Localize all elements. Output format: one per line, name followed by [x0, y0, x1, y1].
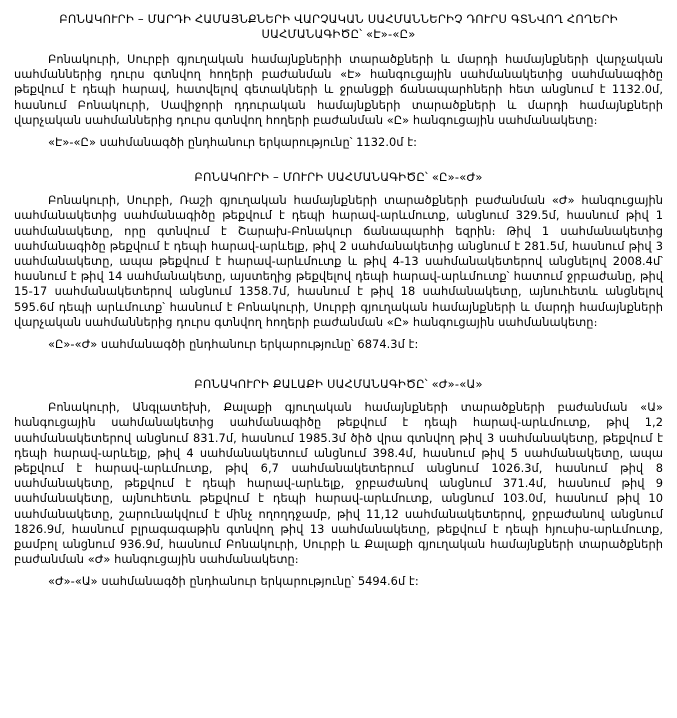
paragraph: «Է»-«Ը» սահմանագծի ընդհանուր երկարությունը՝ 1132.0մ է: [48, 135, 418, 150]
section-heading: ԲՈՆԱԿՈՒՐԻ ՔԱԼԱՔԻ ՍԱՀՄԱՆԱԳԻԾԸ՝ «Ժ»-«Ա» [194, 377, 483, 392]
divider-space [14, 157, 663, 161]
paragraph: Բոնակուրի, Անգլատեխի, Քալաքի գյուղական համայնքների տարածքների բաժանման «Ա» հանգուցային սահմանակետից սահմանագիծը թեքվում է դեպի հարավ-արևմուտք, թիվ 1,2 սահմանակետերով անցնում 831.7մ, հասնում 1985.3մ ծիծ վրա գտնվող թիվ 3 սահմանակետը, թեքվում է դեպի հարավ-արևելք, թիվ 4 սահմանակետում անցնում 398.4մ, հասնում թիվ 5 սահմանակետը, ապա թեքվում է հարավ-արևմուտք, թիվ 6,7 սահմանակետերում անցնում 1026.3մ, հասնում թիվ 8 սահմանակետը, թեքվում է դեպի հարավ-արևելք, ջրբաժանով անցնում 371.4մ, հասնում թիվ 9 սահմանակետը, այնուհետև թեքվում է դեպի հարավ-արևմուտք, անցնում 103.0մ, հասնում թիվ 10 սահմանակետը, շարունակվում է մինչ ողողդջամբ, թիվ 11,12 սահմանակետերով, ջրբաժանով անցնում 1826.9մ, հասնում բլրագագաթին գտնվող թիվ 13 սահմանակետը, թեքվում է դեպի հյուսիս-արևմուտք, քամբոլ անցնում 936.9մ, հասնում Բոնակուրի, Սուրբի և Քալաքի գյուղական համայնքների տարածքների բաժանման «Ժ» հանգուցային սահմանակետը։ [14, 400, 663, 567]
paragraph: Բոնակուրի, Սուրբի գյուղական համայնքներիի տարածքների և մարդի համայնքների վարչական սահմաններից դուրս գտնվող հողերի բաժանման «Է» հանգուցային սահմանակետից սահմանագիծը թեքվում է դեպի հարավ, հատվելով գետակների և ջրանցքի ճանապարհների հետ անցնում է 1132.0մ, հասնում Բոնակուրի, Սավիջորի դդուրական համայնքների տարածքների և մարդի համայնքների վարչական սահմաններից դուրս գտնվող հողերի բաժանման «Ը» հանգուցային սահմանակետը։ [14, 52, 663, 127]
paragraph: «Ժ»-«Ա» սահմանագծի ընդհանուր երկարությունը՝ 5494.6մ է: [48, 574, 419, 589]
page-title: ԲՈՆԱԿՈՒՐԻ – ՄԱՐԴԻ ՀԱՄԱՅՆՔՆԵՐԻ ՎԱՐՉԱԿԱՆ ՍԱՀՄԱՆՆԵՐԻՉ ԴՈՒՐՍ ԳՏՆՎՈՂ ՀՈՂԵՐԻ ՍԱՀՄԱՆԱԳԻԾԸ՝ «Է»-«Ը» [59, 12, 618, 41]
paragraph: «Ը»-«Ժ» սահմանագծի ընդհանուր երկարությունը՝ 6874.3մ է: [48, 337, 419, 352]
section-heading: ԲՈՆԱԿՈՒՐԻ – ՄՈՒՐԻ ՍԱՀՄԱՆԱԳԻԾԸ՝ «Ը»-«Ժ» [194, 170, 483, 185]
paragraph: Բոնակուրի, Սուրբի, Ռաշի գյուղական համայնքների տարածքների բաժանման «Ժ» հանգուցային սահմանակետից սահմանագիծը թեքվում է դեպի հարավ-արևմուտք, անցնում 329.5մ, հասնում թիվ 1 սահմանակետը, որը գտնվում է Շարախ-Բոնակուր ճանապարհի եզրին։ Թիվ 1 սահմանակետից սահմանագիծը թեքվում է դեպի հարավ-արևելք, թիվ 2 սահմանակետից անցնում է 281.5մ, հասնում թիվ 3 սահմանակետը, ապա թեքվում է հարավ-արևմուտք և թիվ 4-13 սահմանակետերով անցնելով 2008.4մ՝ հասնում է թիվ 14 սահմանակետը, այստեղից թեքվելով դեպի հարավ-արևմուտք՝ հատում ջրբաժանը, թիվ 15-17 սահմանակետերով անցնում 1358.7մ, հասնում է թիվ 18 սահմանակետը, այնուհետև անցնելով 595.6մ դեպի արևմուտք՝ հասնում է Բոնակուրի, Սուրբի գյուղական համայնքների և մարդի համայնքների վարչական սահմաններից դուրս գտնվող հողերի բաժանման «Ը» հանգուցային սահմանակետը։ [14, 193, 663, 329]
divider-space [14, 359, 663, 368]
